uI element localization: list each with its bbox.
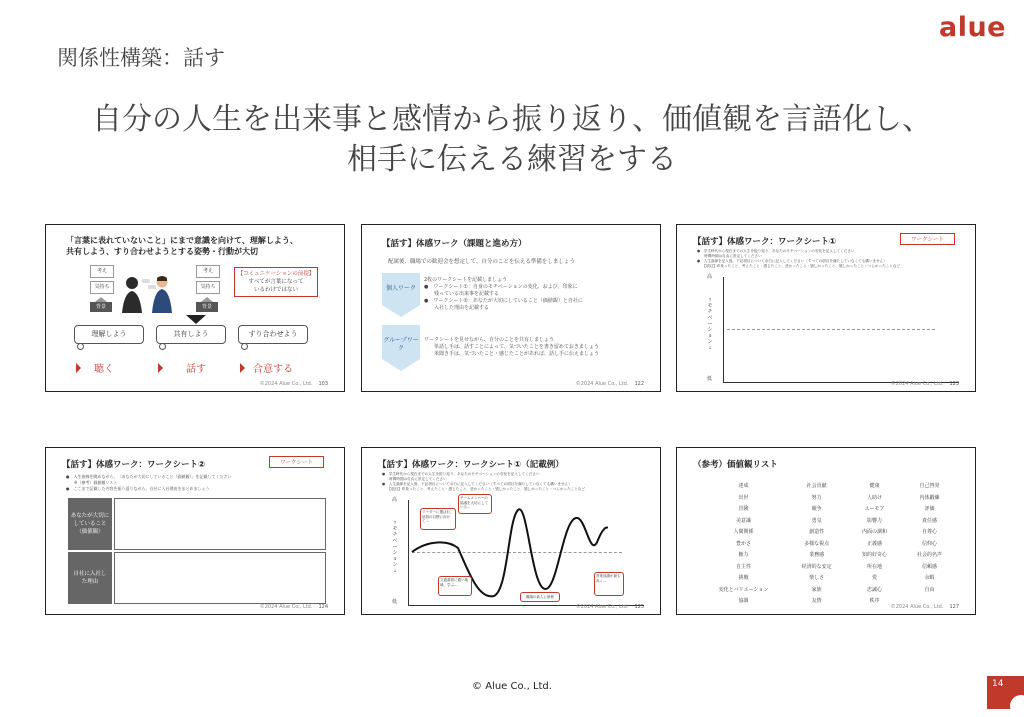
slide-intro: 配属後、職場での歓迎会を想定して、自分のことを伝える準備をしましょう — [388, 259, 575, 265]
note: ● 人生曲線を眺めながら、「あなたが大切にしていること（価値観）」を記載してください — [66, 474, 232, 479]
thought-box: 考え — [196, 265, 220, 278]
bubble-dot-icon — [241, 343, 248, 350]
values-row — [701, 480, 957, 492]
value-cell: 自尊心 — [922, 529, 938, 536]
brand-logo: alue — [938, 12, 1006, 43]
mode-label: 個人ワーク — [385, 285, 416, 292]
bubble-understand: 理解しよう — [74, 325, 144, 344]
slide-copyright: ©2024 Alue Co., Ltd. — [890, 604, 944, 610]
annotation-box: リーダーに選ばれ、部員の目標に向けて… — [420, 508, 456, 530]
value-cell: 多様な視点 — [804, 540, 830, 547]
red-arrow-icon — [240, 363, 245, 373]
value-cell: 所在地 — [867, 563, 883, 570]
bubble-align: すり合わせよう — [238, 325, 308, 344]
value-cell: 挑戦 — [738, 575, 749, 582]
slide-thumbnail-123[interactable] — [676, 224, 976, 392]
slide-notes — [382, 472, 652, 492]
value-cell: 愛 — [872, 575, 878, 582]
axis-label-text: モチベーション — [707, 303, 713, 345]
slide-title-line-2: 共有しよう、すり合わせようとする姿勢・行動が大切 — [66, 247, 258, 256]
note: 時間時期は自由に設定してください — [382, 477, 447, 481]
value-cell: 友情 — [811, 598, 822, 605]
reason-input-box[interactable] — [114, 552, 326, 604]
slide-page-number: 122 — [634, 381, 644, 387]
slide-copyright: ©2024 Alue Co., Ltd. — [259, 381, 313, 387]
headline-line-2: 相手に伝える練習をする — [347, 142, 677, 177]
people-illustration-icon — [118, 275, 178, 313]
footer-copyright: © Alue Co., Ltd. — [472, 681, 552, 692]
values-row — [701, 572, 957, 584]
annotation-box: チームメンバーの協議を大切にしている… — [458, 494, 492, 514]
slide-footer — [891, 381, 959, 387]
worksheet-tag: ワークシート — [900, 233, 955, 245]
value-cell: 忠誠心 — [867, 586, 883, 593]
values-row — [701, 503, 957, 515]
action-agree: 合意する — [253, 364, 293, 375]
value-cell: 内体鍛練 — [919, 494, 940, 501]
axis-high-label: 高 — [392, 497, 398, 503]
values-row — [701, 561, 957, 573]
slide-title: 【話す】体感ワーク：ワークシート① — [693, 237, 837, 247]
slide-notes — [697, 249, 967, 269]
note: 時間時期は自由に設定してください — [697, 254, 762, 258]
action-speak: 話す — [186, 364, 206, 375]
corner-circle-icon — [1010, 695, 1024, 717]
line: ● ワークシート①：自身のモチベーションの変化、および、印象に — [424, 284, 578, 290]
slide-copyright: ©2024 Alue Co., Ltd. — [575, 604, 629, 610]
note: ● 学生時代から現在までの人生を振り返り、あなたのモチベーションの変化を記入してください — [697, 249, 855, 253]
slide-footer — [260, 381, 328, 387]
line: ワークシートを見せながら、自分のことを共有しましょう — [424, 337, 555, 343]
note: ● ここまで記載した内容を振り返りながら、自社に入社理由をまとめましょう — [66, 486, 210, 491]
values-row — [701, 584, 957, 596]
headline — [0, 100, 1024, 180]
value-cell: 勇気 — [811, 517, 822, 524]
note: ● 学生時代から現在までの人生を振り返り、あなたのモチベーションの変化を記入してください — [382, 472, 540, 476]
slide-thumbnail-103[interactable] — [45, 224, 345, 392]
annotation-box: 職場の新人に研修 — [520, 592, 560, 602]
red-arrow-icon — [76, 363, 81, 373]
values-row — [701, 515, 957, 527]
slide-page-number: 103 — [318, 381, 328, 387]
value-cell: 家族 — [811, 586, 822, 593]
slide-title: 【話す】体感ワーク：ワークシート② — [62, 460, 206, 470]
value-cell: 業務感 — [809, 552, 825, 559]
axis-label — [392, 520, 398, 574]
slide-thumbnail-127[interactable] — [676, 447, 976, 615]
line: 2枚のワークシートを記載しましょう — [424, 277, 508, 283]
value-cell: 内面の調和 — [862, 529, 888, 536]
slide-notes — [66, 474, 326, 492]
left-thought-stack — [90, 265, 114, 312]
baseline-dashed — [727, 329, 935, 330]
value-cell: 変化とバリエーション — [718, 586, 769, 593]
value-cell: 努力 — [811, 494, 822, 501]
group-work-badge — [382, 325, 420, 371]
value-cell: 秩序 — [869, 598, 880, 605]
y-axis-line — [723, 277, 724, 382]
values-input-box[interactable] — [114, 498, 326, 550]
note: 【項目】印象ったこと、考えたこと・感じたこと、悲かったこと・嬉しかったこと、嬉しかったこと・つらかったことなど — [697, 264, 901, 268]
feeling-box: 気持ち — [90, 281, 114, 294]
action-listen: 聴く — [94, 364, 114, 375]
bubble-share: 共有しよう — [156, 325, 226, 344]
slide-page-number: 124 — [318, 604, 328, 610]
bubble-dot-icon — [159, 343, 166, 350]
value-cell: 経済的な安定 — [801, 563, 832, 570]
thought-box: 考え — [90, 265, 114, 278]
annotation-box: 文通書面に通い地域、学ぶ… — [438, 576, 472, 596]
note: 【項目】印象ったこと、考えたこと・感じたこと、悲かったこと・嬉しかったこと、嬉しかったこと・つらかったことなど — [382, 487, 586, 491]
slide-copyright: ©2024 Alue Co., Ltd. — [259, 604, 313, 610]
value-cell: 競争 — [811, 506, 822, 513]
axis-label — [707, 297, 713, 351]
value-cell: 健康 — [869, 483, 880, 490]
annotation-box: 営業成績が最も高く… — [594, 572, 624, 596]
section-title: 関係性構築：話す — [57, 46, 225, 70]
headline-line-1: 自分の人生を出来事と感情から振り返り、価値観を言語化し、 — [92, 102, 932, 137]
line: ● ワークシート②：あなたが大切にしていること（価値観）と自社に — [424, 298, 583, 304]
premise-note-head: 【コミュニケーションの前提】 — [237, 271, 315, 277]
value-cell: 豊かさ — [736, 540, 752, 547]
value-cell: 信頼感 — [922, 563, 938, 570]
bubble-dot-icon — [77, 343, 84, 350]
individual-work-badge — [382, 273, 420, 317]
value-cell: 社会貢献 — [806, 483, 827, 490]
value-cell: 権力 — [738, 552, 749, 559]
values-list-body — [701, 480, 957, 607]
premise-note — [234, 267, 318, 297]
value-cell: 創造性 — [809, 529, 825, 536]
axis-low-label: 低 — [392, 599, 398, 605]
note: ※（参考）価値観リスト — [66, 480, 118, 485]
slide-thumbnail-125[interactable] — [361, 447, 661, 615]
feeling-box: 気持ち — [196, 281, 220, 294]
slide-footer — [576, 381, 644, 387]
value-cell: 楽しさ — [809, 575, 825, 582]
slide-title: 【話す】体感ワーク（課題と進め方） — [382, 239, 527, 249]
red-arrow-icon — [158, 363, 163, 373]
value-cell: 自由 — [924, 586, 935, 593]
value-cell: 知的好奇心 — [862, 552, 888, 559]
values-list-table — [701, 480, 957, 607]
premise-note-line-1: すべてが言葉になって — [248, 279, 304, 285]
note: ● 人生曲線を記入後、下記項目について余白に記入してください（すべての項目を満たしていなくても構いません） — [697, 259, 887, 263]
arrow-up-icon: ↑ — [708, 297, 712, 302]
slide-copyright: ©2024 Alue Co., Ltd. — [575, 381, 629, 387]
value-cell: ユーモア — [864, 506, 885, 513]
value-cell: 冒険 — [738, 506, 749, 513]
individual-work-lines — [424, 277, 644, 312]
slide-thumbnail-122[interactable] — [361, 224, 661, 392]
line: 米聞き手は、気づいたこと・感じたことがあれば、話し手に伝えましょう — [424, 351, 600, 357]
premise-note-line-2: いるわけではない — [253, 287, 298, 293]
value-cell: 自主性 — [736, 563, 752, 570]
value-cell: 達成 — [738, 483, 749, 490]
mode-label: グループワーク — [383, 337, 419, 352]
slide-title — [66, 235, 298, 257]
value-cell: 評価 — [924, 506, 935, 513]
page-number-badge — [987, 676, 1024, 709]
background-box: 背景 — [90, 302, 112, 312]
values-row — [701, 538, 957, 550]
worksheet-tag: ワークシート — [269, 456, 324, 468]
slide-footer — [260, 604, 328, 610]
slide-page-number: 125 — [634, 604, 644, 610]
value-cell: 信仰心 — [922, 540, 938, 547]
value-cell: 影響力 — [867, 517, 883, 524]
values-row — [701, 549, 957, 561]
value-cell: 正義感 — [867, 540, 883, 547]
arrow-down-icon: ↓ — [708, 345, 712, 350]
value-cell: 美意識 — [736, 517, 752, 524]
axis-label-text: モチベーション — [392, 526, 398, 568]
note: ● 人生曲線を記入後、下記項目について余白に記入してください（すべての項目を満たしていなくても構いません） — [382, 482, 572, 486]
slide-footer — [891, 604, 959, 610]
slide-page-number: 127 — [949, 604, 959, 610]
line: 入社した理由を記載する — [424, 305, 490, 311]
slide-copyright: ©2024 Alue Co., Ltd. — [890, 381, 944, 387]
slide-page-number: 123 — [949, 381, 959, 387]
value-cell: 余暇 — [924, 575, 935, 582]
values-row — [701, 526, 957, 538]
value-cell: 責任感 — [922, 517, 938, 524]
axis-low-label: 低 — [707, 376, 713, 382]
value-cell: 協調 — [738, 598, 749, 605]
slide-title: （参考）価値観リスト — [693, 460, 778, 470]
value-cell: 自己啓発 — [919, 483, 940, 490]
slide-title: 【話す】体感ワーク：ワークシート①（記載例） — [378, 460, 564, 470]
values-row-label: あなたが大切にしていること（価値観） — [68, 498, 112, 550]
right-thought-stack — [196, 265, 220, 312]
arrow-down-icon: ↓ — [393, 568, 397, 573]
slide-title-line-1: 「言葉に表れていないこと」にまで意識を向けて、理解しよう、 — [66, 236, 298, 245]
axis-high-label: 高 — [707, 274, 713, 280]
group-work-lines — [424, 337, 649, 358]
value-cell: 社会的名声 — [917, 552, 943, 559]
slide-thumbnail-124[interactable] — [45, 447, 345, 615]
values-row — [701, 492, 957, 504]
reason-row-label: 自社に入社した理由 — [68, 552, 112, 604]
value-cell: 人間関係 — [733, 529, 754, 536]
line: 単話し手は、話すことによって、気づいたことを書き留めておきましょう — [424, 344, 599, 350]
background-box: 背景 — [196, 302, 218, 312]
down-arrow-icon — [186, 315, 206, 324]
value-cell: 出世 — [738, 494, 749, 501]
slide-footer — [576, 604, 644, 610]
page-number: 14 — [992, 679, 1004, 689]
line: 残っている出来事を記載する — [424, 291, 500, 297]
value-cell: 人助け — [867, 494, 883, 501]
arrow-up-icon: ↑ — [393, 520, 397, 525]
